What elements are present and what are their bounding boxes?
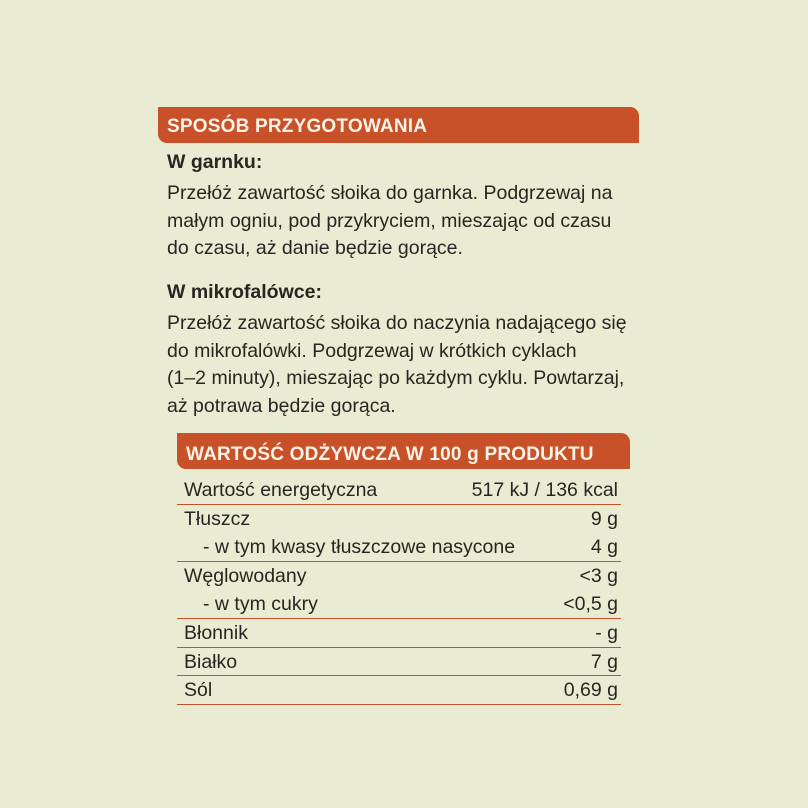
pot-method-title: W garnku: bbox=[167, 151, 263, 173]
nutrient-label: Tłuszcz bbox=[184, 507, 251, 530]
microwave-method-line: Przełóż zawartość słoika do naczynia nadającego się bbox=[167, 312, 627, 334]
nutrient-label: Błonnik bbox=[184, 621, 248, 644]
microwave-method-line: do mikrofalówki. Podgrzewaj w krótkich cyklach bbox=[167, 339, 577, 362]
microwave-method-title: W mikrofalówce: bbox=[167, 281, 322, 303]
nutrient-label: Sól bbox=[184, 679, 213, 702]
nutrition-row-carbohydrates bbox=[177, 562, 621, 591]
nutrient-label: Węglowodany bbox=[184, 564, 307, 587]
nutrition-header: WARTOŚĆ ODŻYWCZA W 100 g PRODUKTU bbox=[177, 433, 630, 469]
nutrition-row-saturated-fat bbox=[177, 533, 621, 562]
nutrient-value: 4 g bbox=[590, 536, 618, 559]
nutrition-row-protein bbox=[177, 648, 621, 677]
microwave-method-text bbox=[167, 310, 627, 420]
nutrient-label: Białko bbox=[184, 650, 238, 673]
pot-method-line: małym ogniu, pod przykryciem, mieszając od czasu bbox=[167, 209, 612, 232]
nutrition-row-energy bbox=[177, 476, 621, 505]
nutrition-row-salt bbox=[177, 676, 621, 705]
nutrition-table bbox=[177, 476, 621, 705]
nutrient-label: - w tym cukry bbox=[203, 593, 318, 616]
nutrition-row-fat bbox=[177, 505, 621, 534]
microwave-method-line: aż potrawa będzie gorąca. bbox=[167, 394, 396, 417]
nutrient-label: Wartość energetyczna bbox=[184, 479, 378, 501]
nutrient-value: 517 kJ / 136 kcal bbox=[471, 479, 618, 501]
nutrient-value: 9 g bbox=[590, 507, 618, 530]
pot-method-line: do czasu, aż danie będzie gorące. bbox=[167, 237, 463, 259]
nutrient-value: 7 g bbox=[590, 650, 618, 673]
microwave-method-line: (1–2 minuty), mieszając po każdym cyklu. Powtarzaj, bbox=[167, 367, 625, 389]
nutrient-value: 0,69 g bbox=[563, 679, 618, 702]
nutrient-value: <0,5 g bbox=[563, 593, 618, 616]
preparation-header: SPOSÓB PRZYGOTOWANIA bbox=[158, 107, 639, 143]
nutrition-row-sugars bbox=[177, 590, 621, 619]
nutrition-row-fibre bbox=[177, 619, 621, 648]
pot-method-line: Przełóż zawartość słoika do garnka. Podgrzewaj na bbox=[167, 182, 613, 204]
pot-method-text bbox=[167, 180, 612, 263]
nutrient-label: - w tym kwasy tłuszczowe nasycone bbox=[203, 536, 516, 559]
nutrient-value: - g bbox=[595, 621, 618, 644]
nutrient-value: <3 g bbox=[579, 564, 618, 587]
